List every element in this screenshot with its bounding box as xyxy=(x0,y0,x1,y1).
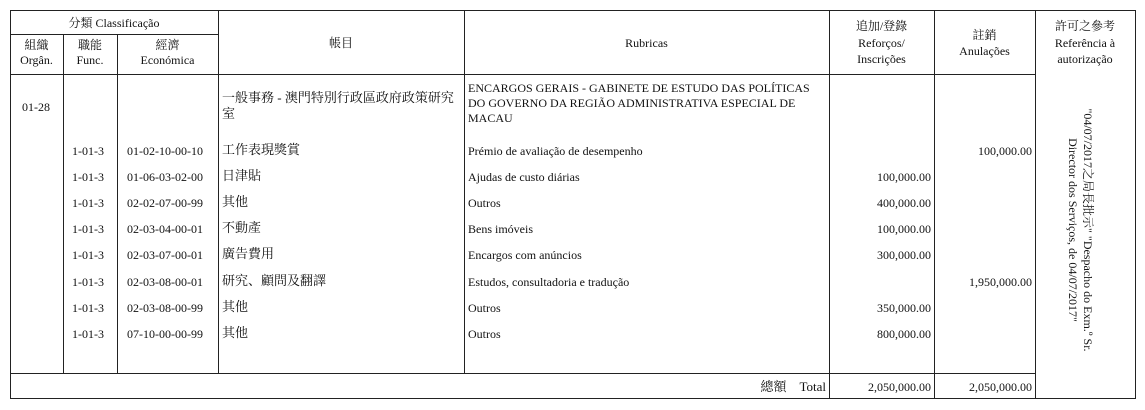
classification-header: 分類 Classificação xyxy=(68,16,160,30)
row-rubrica: Outros xyxy=(468,327,501,341)
row-anulacao: 100,000.00 xyxy=(978,144,1032,158)
row-account-zh: 廣告費用 xyxy=(222,246,275,261)
row-econ: 02-02-07-00-99 xyxy=(127,196,203,210)
row-econ: 01-02-10-00-10 xyxy=(127,144,203,158)
anulacoes-header-zh: 註銷 xyxy=(972,28,997,42)
reforcos-header-pt2: Inscrições xyxy=(857,52,906,66)
total-divider xyxy=(10,373,1035,374)
row-func: 1-01-3 xyxy=(72,196,104,210)
econ-header-pt: Económica xyxy=(140,53,195,67)
row-econ: 02-03-07-00-01 xyxy=(127,248,203,262)
col-divider xyxy=(934,10,935,398)
row-account-zh: 工作表現獎賞 xyxy=(222,142,301,157)
total-anulacoes: 2,050,000.00 xyxy=(969,380,1032,394)
row-rubrica: Encargos com anúncios xyxy=(468,248,582,262)
row-account-zh: 其他 xyxy=(222,299,249,314)
row-anulacao: 1,950,000.00 xyxy=(969,275,1032,289)
row-reforco: 350,000.00 xyxy=(877,301,931,315)
row-reforco: 400,000.00 xyxy=(877,196,931,210)
row-func: 1-01-3 xyxy=(72,301,104,315)
budget-table xyxy=(10,10,1135,398)
row-rubrica: Ajudas de custo diárias xyxy=(468,170,580,184)
rubricas-header: Rubricas xyxy=(625,36,668,50)
organ-header-zh: 組織 xyxy=(24,38,49,52)
total-reforcos: 2,050,000.00 xyxy=(868,380,931,394)
row-rubrica: Outros xyxy=(468,301,501,315)
referencia-header-zh: 許可之參考 xyxy=(1054,19,1115,33)
row-account-zh: 不動產 xyxy=(222,220,262,235)
header-divider xyxy=(10,74,1035,75)
row-divider xyxy=(10,34,218,35)
row-rubrica: Prémio de avaliação de desempenho xyxy=(468,144,643,158)
row-reforco: 300,000.00 xyxy=(877,248,931,262)
col-divider xyxy=(1035,10,1036,398)
row-account-zh: 研究、顧問及翻譯 xyxy=(222,273,327,288)
reforcos-header-pt1: Reforços/ xyxy=(858,36,905,50)
department-zh: 一般事務 - 澳門特別行政區政府政策研究室 xyxy=(222,90,454,121)
row-econ: 01-06-03-02-00 xyxy=(127,170,203,184)
referencia-header-pt2: autorização xyxy=(1057,52,1113,66)
func-header-zh: 職能 xyxy=(77,38,102,52)
referencia-header-pt1: Referência à xyxy=(1054,36,1116,50)
row-rubrica: Outros xyxy=(468,196,501,210)
row-econ: 02-03-08-00-99 xyxy=(127,301,203,315)
row-func: 1-01-3 xyxy=(72,170,104,184)
row-econ: 02-03-04-00-01 xyxy=(127,222,203,236)
row-rubrica: Estudos, consultadoria e tradução xyxy=(468,275,630,289)
row-func: 1-01-3 xyxy=(72,222,104,236)
organ-header-pt: Orgân. xyxy=(20,53,53,67)
account-header: 帳目 xyxy=(328,36,353,50)
col-divider xyxy=(63,35,64,373)
row-rubrica: Bens imóveis xyxy=(468,222,533,236)
col-divider xyxy=(117,35,118,373)
col-divider xyxy=(464,10,465,373)
reforcos-header-zh: 追加/登錄 xyxy=(855,19,908,33)
row-func: 1-01-3 xyxy=(72,327,104,341)
row-reforco: 100,000.00 xyxy=(877,170,931,184)
row-econ: 07-10-00-00-99 xyxy=(127,327,203,341)
authorization-reference: "04/07/2017之局長批示" "Despacho do Exm.º Sr. Director dos Serviços, de 04/07/2017" xyxy=(1066,108,1095,352)
row-reforco: 100,000.00 xyxy=(877,222,931,236)
econ-header-zh: 經濟 xyxy=(155,38,180,52)
row-func: 1-01-3 xyxy=(72,144,104,158)
department-pt: ENCARGOS GERAIS - GABINETE DE ESTUDO DAS POLÍTICAS DO GOVERNO DA REGIÃO ADMINISTRATIVA ESPECIAL DE MACAU xyxy=(468,81,810,125)
row-func: 1-01-3 xyxy=(72,275,104,289)
total-label: 總額 Total xyxy=(760,379,826,394)
row-reforco: 800,000.00 xyxy=(877,327,931,341)
row-account-zh: 日津貼 xyxy=(222,168,262,183)
row-econ: 02-03-08-00-01 xyxy=(127,275,203,289)
func-header-pt: Func. xyxy=(76,53,104,67)
row-account-zh: 其他 xyxy=(222,325,249,340)
row-func: 1-01-3 xyxy=(72,248,104,262)
organ-code: 01-28 xyxy=(22,100,50,114)
col-divider xyxy=(218,10,219,373)
anulacoes-header-pt: Anulações xyxy=(959,44,1010,58)
row-account-zh: 其他 xyxy=(222,194,249,209)
